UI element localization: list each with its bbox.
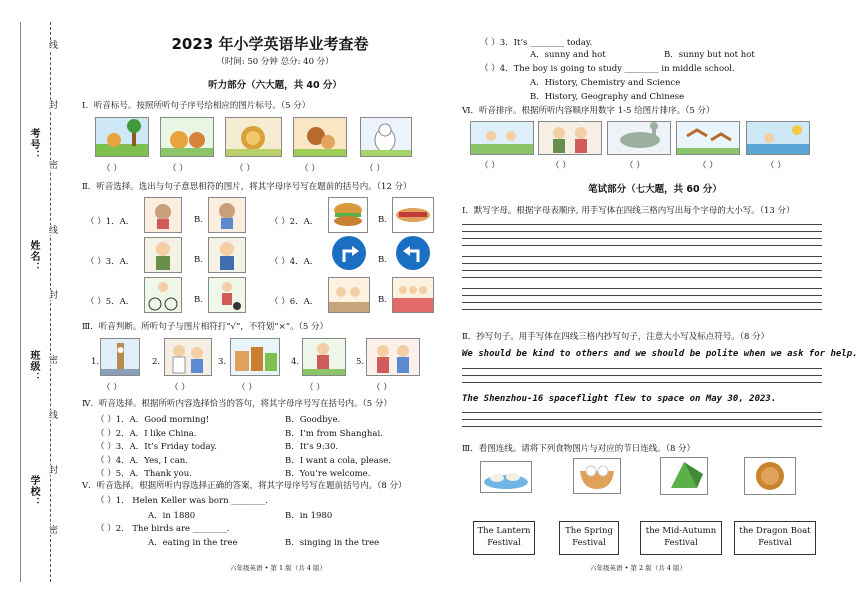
festival-box-lantern[interactable] xyxy=(473,521,535,555)
sec5-q1-option-b: B．in 1980 xyxy=(285,511,333,521)
sec2-option-b: B. xyxy=(194,295,203,305)
sec3-number-1: 1. xyxy=(91,357,100,367)
sec3-answer-4[interactable]: （ ） xyxy=(305,383,325,393)
sec6-answer-2[interactable]: （ ） xyxy=(551,161,571,171)
sec3-picture-3 xyxy=(230,338,280,376)
sec4-q1-option-b: B．Goodbye. xyxy=(285,415,341,425)
festival-box-lantern-line-2: Festival xyxy=(487,538,521,548)
sec6-answer-1[interactable]: （ ） xyxy=(480,161,500,171)
sec4-q1: （ ）1．A．Good morning! xyxy=(96,415,210,425)
turn-right-sign-icon xyxy=(332,236,366,270)
sec3-answer-5[interactable]: （ ） xyxy=(372,383,392,393)
sec3-picture-4 xyxy=(302,338,346,376)
sec6-picture-5 xyxy=(746,121,810,155)
sec4-q5: （ ）5．A．Thank you. xyxy=(96,469,192,479)
sec3-picture-1 xyxy=(100,338,140,376)
festival-box-dragon-boat-line-2: Festival xyxy=(758,538,792,548)
sec2-option-b: B. xyxy=(378,215,387,225)
sec2-q4: （ ）4．A. xyxy=(270,257,313,267)
food-picture-mooncake xyxy=(744,457,796,495)
sec2-option-b: B. xyxy=(194,215,203,225)
letter-writing-lines-1[interactable] xyxy=(462,224,822,252)
festival-box-lantern-line-1: The Lantern xyxy=(477,526,531,536)
sec1-answer-5[interactable]: （ ） xyxy=(365,164,385,174)
sec2-q2-picture-b xyxy=(392,197,434,233)
sec2-option-b: B. xyxy=(194,255,203,265)
sec3-answer-2[interactable]: （ ） xyxy=(170,383,190,393)
seal-mark: 密 xyxy=(47,525,57,535)
sec1-instruction: Ⅰ．听音标号。按照所听句子序号给相应的图片标号。（5 分） xyxy=(82,101,311,111)
seal-mark: 封 xyxy=(47,465,57,475)
sec2-q6: （ ）6．A. xyxy=(270,297,313,307)
festival-box-dragon-boat[interactable] xyxy=(734,521,816,555)
festival-box-spring-line-1: The Spring xyxy=(565,526,613,536)
sec3-instruction: Ⅲ．听音判断。所听句子与图片相符打“√”，不符划“×”。（5 分） xyxy=(82,322,328,332)
sec6-answer-5[interactable]: （ ） xyxy=(766,161,786,171)
sec6-picture-4 xyxy=(676,121,740,155)
seal-mark: 密 xyxy=(47,355,57,365)
sec3-picture-5 xyxy=(366,338,420,376)
sec5-q4: （ ）4．The boy is going to study ________ in middle school. xyxy=(480,64,735,74)
sec4-q4: （ ）4．A．Yes, I can. xyxy=(96,456,188,466)
sec2-q2-picture-a xyxy=(328,197,368,233)
sec3-number-5: 5. xyxy=(356,357,365,367)
seal-mark: 封 xyxy=(47,100,57,110)
sec5-q3-option-a: A．sunny and hot xyxy=(530,50,606,60)
food-picture-zongzi xyxy=(660,457,708,495)
page1-footer: 六年级英语 • 第 1 版（共 4 版） xyxy=(230,564,327,572)
sec5-q3-option-b: B．sunny but not hot xyxy=(664,50,755,60)
sec1-answer-1[interactable]: （ ） xyxy=(102,164,122,174)
sec6-instruction: Ⅵ．听音排序。根据所听内容顺序用数字 1-5 给图片排序。（5 分） xyxy=(462,106,715,116)
sec4-q3: （ ）3．A．It’s Friday today. xyxy=(96,442,217,452)
sec5-q4-option-a: A．History, Chemistry and Science xyxy=(530,78,681,88)
sec4-instruction: Ⅳ．听音选择。根据所听内容选择恰当的答句，将其字母序号写在括号内。（5 分） xyxy=(82,399,392,409)
sec2-q6-picture-b xyxy=(392,277,434,313)
food-picture-tangyuan xyxy=(573,458,621,494)
exam-title: 2023 年小学英语毕业考查卷 xyxy=(171,35,369,53)
sec4-q4-option-b: B．I want a cola, please. xyxy=(285,456,391,466)
listening-heading: 听力部分（六大题，共 40 分） xyxy=(208,80,342,91)
festival-box-mid-autumn-line-1: the Mid-Autumn xyxy=(645,526,717,536)
sec5-instruction: Ⅴ．听音选择。根据所听内容选择正确的答案，将其字母序号写在题前括号内。（8 分） xyxy=(82,481,407,491)
seal-mark: 线 xyxy=(47,225,57,235)
sec3-number-3: 3. xyxy=(218,357,227,367)
sec2-q1-picture-b xyxy=(208,197,246,233)
sec3-answer-1[interactable]: （ ） xyxy=(102,383,122,393)
sec6-picture-1 xyxy=(470,121,534,155)
sec6-answer-3[interactable]: （ ） xyxy=(625,161,645,171)
w1-instruction: Ⅰ．默写字母。根据字母表顺序, 用手写体在四线三格内写出每个字母的大小写。（13 分） xyxy=(462,206,795,216)
sec3-picture-2 xyxy=(164,338,212,376)
sec5-q4-option-b: B．History, Geography and Chinese xyxy=(530,92,685,102)
copy-writing-lines-1[interactable] xyxy=(462,368,822,389)
sec5-q2-option-a: A．eating in the tree xyxy=(148,538,238,548)
copy-sentence-2: The Shenzhou-16 spaceflight flew to space on May 30, 2023. xyxy=(462,394,777,404)
seal-mark: 封 xyxy=(47,290,57,300)
sec2-q1: （ ）1．A. xyxy=(86,217,129,227)
festival-box-dragon-boat-line-1: the Dragon Boat xyxy=(739,526,811,536)
sec6-picture-2 xyxy=(538,121,602,155)
copy-sentence-1: We should be kind to others and we should be polite when we ask for help. xyxy=(462,349,858,359)
sec4-q5-option-b: B．You’re welcome. xyxy=(285,469,371,479)
sec2-option-b: B. xyxy=(378,295,387,305)
sec3-answer-3[interactable]: （ ） xyxy=(237,383,257,393)
sec4-q3-option-b: B．It’s 9:30. xyxy=(285,442,339,452)
sec4-q2: （ ）2．A．I like China. xyxy=(96,429,197,439)
binding-solid-line xyxy=(20,22,21,582)
exam-meta: （时间: 50 分钟 总分: 40 分） xyxy=(216,57,334,67)
sec2-q3-picture-a xyxy=(144,237,182,273)
sec5-q3: （ ）3．It’s ________ today. xyxy=(480,38,593,48)
sec1-picture-4 xyxy=(293,117,347,157)
sec2-q5-picture-a xyxy=(144,277,182,313)
sec1-picture-5 xyxy=(360,117,412,157)
sec1-picture-1 xyxy=(95,117,149,157)
school-label: 学校： xyxy=(28,475,39,508)
copy-writing-lines-2[interactable] xyxy=(462,412,822,433)
sec2-q5-picture-b xyxy=(208,277,246,313)
seal-mark: 线 xyxy=(47,40,57,50)
sec1-answer-2[interactable]: （ ） xyxy=(168,164,188,174)
sec2-q6-picture-a xyxy=(328,277,370,313)
turn-left-sign-icon xyxy=(396,236,430,270)
sec1-answer-3[interactable]: （ ） xyxy=(235,164,255,174)
sec1-picture-2 xyxy=(160,117,214,157)
sec5-q2: （ ）2． The birds are ________. xyxy=(96,524,230,534)
sec4-q2-option-b: B．I’m from Shanghai. xyxy=(285,429,383,439)
sec5-q1-option-a: A．in 1880 xyxy=(148,511,196,521)
seal-mark: 线 xyxy=(47,410,57,420)
letter-writing-lines-3[interactable] xyxy=(462,288,822,316)
sec2-option-b: B. xyxy=(378,255,387,265)
binding-margin xyxy=(0,0,62,600)
festival-box-spring[interactable] xyxy=(559,521,619,555)
sec2-instruction: Ⅱ．听音选择。选出与句子意思相符的图片，将其字母序号写在题前的括号内。（12 分） xyxy=(82,182,412,192)
class-label: 班级： xyxy=(28,350,39,383)
sec2-q3: （ ）3．A. xyxy=(86,257,129,267)
sec5-q1: （ ）1． Helen Keller was born ________. xyxy=(96,496,268,506)
sec2-q5: （ ）5．A. xyxy=(86,297,129,307)
name-label: 姓名： xyxy=(28,240,39,273)
letter-writing-lines-2[interactable] xyxy=(462,256,822,284)
sec3-number-2: 2. xyxy=(152,357,161,367)
w3-instruction: Ⅲ．看图连线。请将下列食物图片与对应的节日连线。（8 分） xyxy=(462,444,696,454)
festival-box-mid-autumn[interactable] xyxy=(640,521,722,555)
sec1-answer-4[interactable]: （ ） xyxy=(300,164,320,174)
page2-footer: 六年级英语 • 第 2 版（共 4 版） xyxy=(590,564,687,572)
seal-mark: 密 xyxy=(47,160,57,170)
sec2-q2: （ ）2．A. xyxy=(270,217,313,227)
sec2-q1-picture-a xyxy=(144,197,182,233)
sec5-q2-option-b: B．singing in the tree xyxy=(285,538,380,548)
exam-number-label: 考号： xyxy=(28,128,39,161)
festival-box-spring-line-2: Festival xyxy=(572,538,606,548)
sec2-q3-picture-b xyxy=(208,237,246,273)
w2-instruction: Ⅱ．抄写句子。用手写体在四线三格内抄写句子，注意大小写及标点符号。（8 分） xyxy=(462,332,770,342)
written-heading: 笔试部分（七大题，共 60 分） xyxy=(588,184,722,195)
food-picture-dumplings xyxy=(480,461,532,493)
festival-box-mid-autumn-line-2: Festival xyxy=(664,538,698,548)
sec1-picture-3 xyxy=(225,117,282,157)
sec3-number-4: 4. xyxy=(291,357,300,367)
sec6-picture-3 xyxy=(607,121,671,155)
sec6-answer-4[interactable]: （ ） xyxy=(698,161,718,171)
